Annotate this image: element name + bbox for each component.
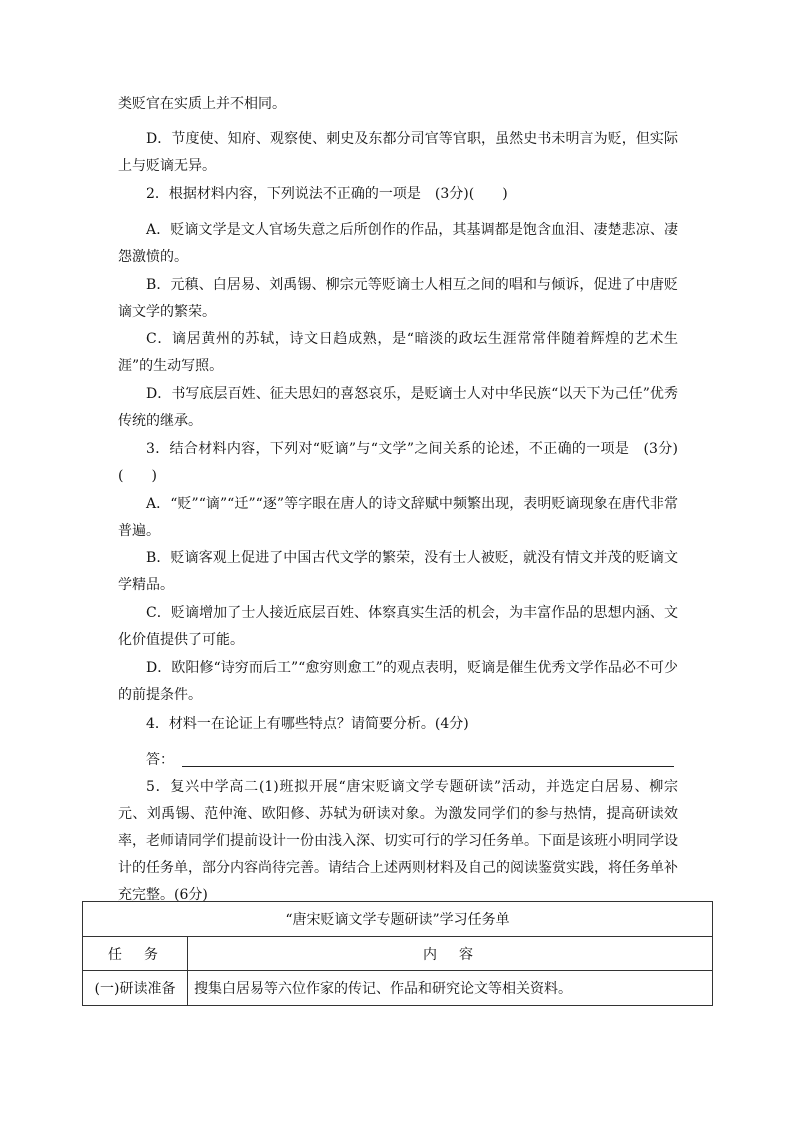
q3-option-c: C．贬谪增加了士人接近底层百姓、体察真实生活的机会，为丰富作品的思想内涵、文化价值提供了可能。 — [118, 605, 678, 648]
question-2: 2．根据材料内容，下列说法不正确的一项是 (3分)( ) — [146, 186, 508, 202]
task-table-title: “唐宋贬谪文学专题研读”学习任务单 — [83, 902, 713, 937]
q3-option-d: D．欧阳修“诗穷而后工”“愈穷则愈工”的观点表明，贬谪是催生优秀文学作品必不可少的前提条件。 — [118, 660, 678, 703]
table-row — [83, 971, 713, 1006]
q2-option-b: B．元稹、白居易、刘禹锡、柳宗元等贬谪士人相互之间的唱和与倾诉，促进了中唐贬谪文学的繁荣。 — [118, 277, 678, 320]
question-4: 4．材料一在论证上有哪些特点？请简要分析。(4分) — [146, 716, 469, 732]
task-header-content: 内 容 — [188, 937, 713, 971]
task-cell-content: 搜集白居易等六位作家的传记、作品和研究论文等相关资料。 — [188, 971, 713, 1006]
q1-option-d: D．节度使、知府、观察使、刺史及东都分司官等官职，虽然史书未明言为贬，但实际上与贬谪无异。 — [118, 131, 678, 174]
q2-option-d: D．书写底层百姓、征夫思妇的喜怒哀乐，是贬谪士人对中华民族“以天下为己任”优秀传统的继承。 — [118, 386, 678, 429]
paragraph-continuation: 类贬官在实质上并不相同。 — [118, 96, 286, 112]
q3-option-b: B．贬谪客观上促进了中国古代文学的繁荣，没有士人被贬，就没有情文并茂的贬谪文学精品。 — [118, 550, 678, 593]
q2-option-a: A．贬谪文学是文人官场失意之后所创作的作品，其基调都是饱含血泪、凄楚悲凉、凄怨激愤的。 — [118, 222, 678, 265]
q3-option-a: A．“贬”“谪”“迁”“逐”等字眼在唐人的诗文辞赋中频繁出现，表明贬谪现象在唐代非常普遍。 — [118, 496, 678, 539]
task-table — [82, 901, 713, 1006]
answer-label: 答： — [146, 752, 174, 768]
question-3: 3．结合材料内容，下列对“贬谪”与“文学”之间关系的论述，不正确的一项是 (3分)( ) — [118, 441, 678, 484]
question-5: 5．复兴中学高二(1)班拟开展“唐宋贬谪文学专题研读”活动，并选定白居易、柳宗元、刘禹锡、范仲淹、欧阳修、苏轼为研读对象。为激发同学们的参与热情，提高研读效率，老师请同学们提前设计一份由浅入深、切实可行的学习任务单。下面是该班小明同学设计的任务单，部分内容尚待完善。请结合上述两则材料及自己的阅读鉴赏实践，将任务单补充完整。(6分) — [118, 779, 678, 903]
q2-option-c: C．谪居黄州的苏轼，诗文日趋成熟，是“暗淡的政坛生涯常常伴随着辉煌的艺术生涯”的生动写照。 — [118, 331, 678, 374]
task-cell-stage: (一)研读准备 — [83, 971, 188, 1006]
answer-line[interactable] — [182, 766, 674, 767]
task-header-task: 任 务 — [83, 937, 188, 971]
